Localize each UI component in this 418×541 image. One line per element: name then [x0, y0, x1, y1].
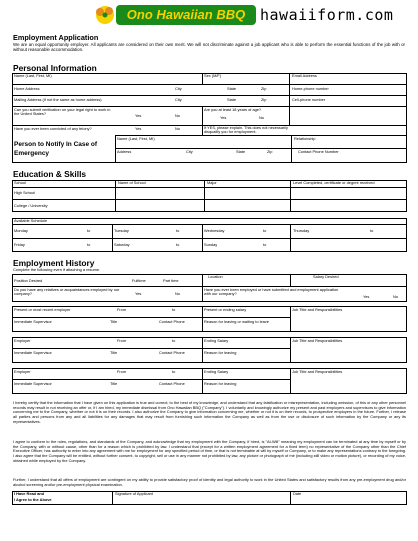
- major-header: Major: [207, 180, 217, 185]
- convicted-yes[interactable]: Yes: [135, 126, 142, 131]
- verification-question: Can you submit verification on your legal right to work in the United States?: [14, 107, 111, 117]
- state-label: State: [227, 86, 237, 91]
- city-label: City: [175, 86, 182, 91]
- school-header: School: [14, 180, 26, 185]
- supervisor-field[interactable]: Immediate Supervisor: [14, 350, 52, 355]
- present-employer-field[interactable]: Present or most recent employer: [14, 307, 71, 312]
- present-salary-field[interactable]: Present or ending salary: [204, 307, 247, 312]
- saturday-field[interactable]: Saturday: [114, 242, 130, 247]
- notify-title: Person to Notify In Case of Emergency: [14, 141, 98, 157]
- position-field[interactable]: Position Desired: [14, 278, 43, 283]
- to-label: to: [176, 228, 180, 233]
- to-label: to: [87, 228, 91, 233]
- relatives-question: Do you have any relatives or acquaintances employed by our company?: [14, 287, 120, 297]
- mailing-address-field[interactable]: Mailing Address (if not the same as home address): [14, 97, 102, 102]
- relationship-field[interactable]: Relationship: [294, 136, 316, 141]
- to-label: to: [172, 307, 176, 312]
- zip-label: Zip: [267, 149, 273, 154]
- relatives-yes[interactable]: Yes: [135, 291, 142, 296]
- home-phone-field[interactable]: Home-phone number: [292, 86, 329, 91]
- high-school-row: High School: [14, 190, 35, 195]
- title-label: Title: [110, 319, 118, 324]
- history-heading: Employment History: [13, 258, 95, 268]
- contact-phone-label: Contact Phone: [159, 319, 185, 324]
- education-heading: Education & Skills: [13, 169, 87, 179]
- to-label: to: [370, 228, 374, 233]
- home-address-field[interactable]: Home Address: [14, 86, 40, 91]
- thursday-field[interactable]: Thursday: [293, 228, 310, 233]
- sunday-field[interactable]: Sunday: [204, 242, 218, 247]
- at-will-paragraph: I agree to conform to the rules, regulations, and standards of the Company, and acknowledge that my employment with the Company, if hired, is "At-Will" meaning my employment can be terminated at any time by myself or by the Company, with or without cause, other than for a reason which is prohibited by law. I understand that (except for a written employment agreement for a fixed term) no representative of the Company other than the Chief Executive Officer, has authority to enter into any agreement with me for employment for any specified period of time, or that is not terminable at will by myself or Company, or to make any representations contrary to the foregoing. I also agree that the Company will be entitled, without further consent, to copyright, sell or use in any manner not prohibited by law, any picture or photograph of me (including still video or motion picture), or recording of my voice, obtained while employed by the Company.: [13, 439, 406, 463]
- signature-table: [12, 491, 407, 505]
- certification-paragraph: I hereby certify that the information that I have given on this application is true and correct; to the best of my knowledge, and understand that any falsification or misrepresentation, including omission, of this or any other personnel records may result in not receiving an offer or, if I am hired, my immediate dismissal from Ono Hawaiian BBQ ("Company"). I voluntarily and knowingly authorize my present and past employers and supervisors to give information concerning me to the Company, whether or not it is on their records. I also authorize the Company to give information concerning me, whether or not it is on their records, to prospective employers in the future. Further, I release all parties and persons from any and all liabilities for any damages that may result from furnishing such information the Company as well as from the use or disclosure of such information by the Company or any its representatives.: [13, 400, 406, 424]
- employer-field[interactable]: Employer: [14, 338, 31, 343]
- contact-phone-label: Contact Phone: [159, 350, 185, 355]
- school-name-header: Name of School: [118, 180, 146, 185]
- job-title-field[interactable]: Job Title and Responsibilities: [292, 338, 343, 343]
- notify-name-field[interactable]: Name (Last, First, MI): [117, 136, 155, 141]
- zip-label: Zip: [261, 86, 267, 91]
- applied-no[interactable]: No: [393, 294, 398, 299]
- salary-desired-field[interactable]: Salary Desired: [313, 274, 339, 279]
- ending-salary-field[interactable]: Ending Salary: [204, 338, 229, 343]
- parttime-option[interactable]: Part time: [163, 278, 179, 283]
- hibiscus-icon: [94, 4, 116, 26]
- zip-label: Zip: [261, 97, 267, 102]
- to-label: to: [172, 338, 176, 343]
- verification-no[interactable]: No: [175, 113, 180, 118]
- from-label: From: [117, 338, 127, 343]
- employer-field[interactable]: Employer: [14, 369, 31, 374]
- level-header: Level Completed, certificate or degree received: [293, 180, 375, 185]
- cell-phone-field[interactable]: Cell-phone number: [292, 97, 326, 102]
- job-title-field[interactable]: Job Title and Responsibilities: [292, 369, 343, 374]
- applied-question: Have you ever been employed or have submitted and employment application with our company?: [204, 287, 339, 297]
- from-label: From: [117, 369, 127, 374]
- state-label: State: [227, 97, 237, 102]
- applied-yes[interactable]: Yes: [363, 294, 370, 299]
- reason-leaving-field[interactable]: Reason for leaving: [204, 381, 237, 386]
- notify-address-field[interactable]: Address: [117, 149, 132, 154]
- site-name: hawaiiform.com: [260, 6, 394, 24]
- tuesday-field[interactable]: Tuesday: [114, 228, 129, 233]
- monday-field[interactable]: Monday: [14, 228, 28, 233]
- date-field[interactable]: Date: [293, 491, 302, 496]
- location-field[interactable]: Location: [208, 274, 223, 279]
- signature-field[interactable]: Signature of Applicant: [115, 491, 153, 496]
- have-read-label: I Have Read and: [14, 491, 45, 496]
- city-label: City: [175, 97, 182, 102]
- age-question: Are you at least 18 years of age?: [204, 107, 262, 112]
- reason-leaving-field[interactable]: Reason for leaving or waiting to leave: [204, 319, 269, 324]
- age-no[interactable]: No: [259, 115, 264, 120]
- college-row: College / University: [14, 203, 48, 208]
- ending-salary-field[interactable]: Ending Salary: [204, 369, 229, 374]
- explain-field[interactable]: If YES, please explain. This does not necessarily disqualify you for employment.: [204, 125, 288, 135]
- to-label: to: [87, 242, 91, 247]
- title-label: Title: [110, 350, 118, 355]
- sex-field[interactable]: Sex (M/F): [204, 73, 222, 78]
- personal-heading: Personal Information: [13, 63, 97, 73]
- title-label: Title: [110, 381, 118, 386]
- state-label: State: [236, 149, 246, 154]
- contact-phone-label: Contact Phone: [159, 381, 185, 386]
- friday-field[interactable]: Friday: [14, 242, 25, 247]
- to-label: to: [263, 228, 267, 233]
- contact-phone-field[interactable]: Contact Phone Number: [298, 149, 339, 154]
- history-note: Complete the following even if attaching a resume.: [13, 267, 101, 272]
- contingency-paragraph: Further, I understand that all offers of employment are contingent on my ability to provide satisfactory proof of identity and legal authority to work in the United States and satisfactory results from any pre-employment drug and/or alcohol screening and/or pre-employment physical examination.: [13, 477, 406, 487]
- fulltime-option[interactable]: Fulltime: [132, 278, 146, 283]
- schedule-label: Available Schedule: [14, 218, 48, 223]
- supervisor-field[interactable]: Immediate Supervisor: [14, 319, 52, 324]
- relatives-no[interactable]: No: [175, 291, 180, 296]
- logo-text: Ono Hawaiian BBQ: [116, 5, 256, 25]
- verification-yes[interactable]: Yes: [135, 113, 142, 118]
- page-title: Employment Application: [13, 33, 99, 42]
- convicted-no[interactable]: No: [175, 126, 180, 131]
- job-title-field[interactable]: Job Title and Responsibilities: [292, 307, 343, 312]
- to-label: to: [176, 242, 180, 247]
- to-label: to: [263, 242, 267, 247]
- to-label: to: [172, 369, 176, 374]
- city-label: City: [186, 149, 193, 154]
- intro-text: We are an equal opportunity employer. All applicants are considered on their own merit. We will not discriminate against a job applicant who is able to perform the essential functions of the job with or without reasonable accommodation.: [13, 42, 405, 53]
- from-label: From: [117, 307, 127, 312]
- wednesday-field[interactable]: Wednesday: [204, 228, 225, 233]
- agree-label: I Agree to the Above: [14, 497, 52, 502]
- supervisor-field[interactable]: Immediate Supervisor: [14, 381, 52, 386]
- convicted-question: Have you ever been convicted of any felony?: [14, 126, 92, 131]
- name-field[interactable]: Name (Last, First, MI): [14, 73, 52, 78]
- age-yes[interactable]: Yes: [220, 115, 227, 120]
- reason-leaving-field[interactable]: Reason for leaving: [204, 350, 237, 355]
- email-field[interactable]: Email Address: [292, 73, 317, 78]
- logo: [94, 4, 256, 26]
